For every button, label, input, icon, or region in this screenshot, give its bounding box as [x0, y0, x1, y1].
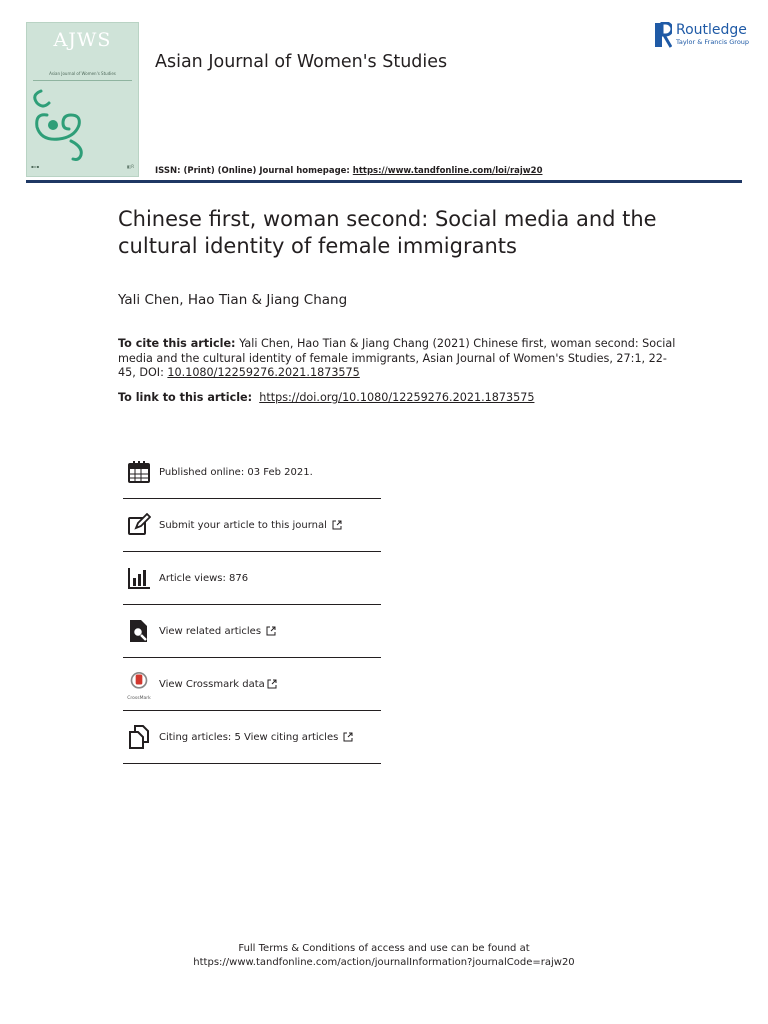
crossmark-badge [127, 672, 151, 701]
publisher-text [676, 22, 749, 46]
crossmark-link[interactable]: View Crossmark data [159, 678, 265, 690]
external-link-icon [267, 679, 277, 689]
terms-line: Full Terms & Conditions of access and use can be found at [238, 943, 530, 954]
crossmark-row[interactable] [123, 658, 381, 711]
cover-divider [33, 80, 132, 81]
views-row [123, 552, 381, 605]
cover-subtitle: Asian Journal of Women's Studies [49, 71, 116, 76]
published-row [123, 446, 381, 499]
crossmark-icon [127, 672, 151, 692]
citation [118, 337, 678, 381]
published-date: Published online: 03 Feb 2021. [159, 466, 313, 478]
journal-homepage-link[interactable]: https://www.tandfonline.com/loi/rajw20 [352, 166, 543, 176]
bar-chart-icon [127, 566, 151, 590]
citing-row[interactable] [123, 711, 381, 764]
article-info-list [123, 446, 381, 764]
submit-article-link[interactable]: Submit your article to this journal [159, 519, 327, 531]
cover-foot-logo-icon: ▮▯R [126, 164, 134, 169]
journal-title: Asian Journal of Women's Studies [155, 52, 448, 72]
article-link-line [118, 391, 534, 404]
copy-pages-icon [127, 725, 151, 749]
publisher-logo[interactable] [654, 22, 749, 48]
submit-row[interactable] [123, 499, 381, 552]
link-label: To link to this article: [118, 391, 253, 404]
external-link-icon [266, 626, 276, 636]
issn-line [155, 166, 542, 176]
article-title: Chinese first, woman second: Social media and the cultural identity of female immigrants [118, 207, 657, 258]
publisher-name: Routledge [676, 22, 747, 38]
issn-label: ISSN: (Print) (Online) Journal homepage: [155, 166, 350, 176]
terms-url[interactable]: https://www.tandfonline.com/action/journalInformation?journalCode=rajw20 [193, 957, 575, 968]
publisher-subtitle: Taylor & Francis Group [676, 38, 750, 46]
cite-text: Yali Chen, Hao Tian & Jiang Chang (2021) Chinese first, woman second: Social media and the cultural identity of female immigrants, Asian Journal of Women's Studies, 27:1, 22-45, DOI: [118, 337, 676, 379]
cover-spiral-icon [27, 83, 139, 163]
article-url-link[interactable]: https://doi.org/10.1080/12259276.2021.1873575 [259, 391, 535, 404]
article-authors[interactable]: Yali Chen, Hao Tian & Jiang Chang [118, 292, 348, 308]
cover-abbr: AJWS [53, 29, 112, 51]
external-link-icon [343, 732, 353, 742]
external-link-icon [332, 520, 342, 530]
header-rule [26, 180, 742, 183]
crossmark-caption: CrossMark [127, 696, 151, 701]
routledge-logo-icon [654, 22, 672, 48]
cite-label: To cite this article: [118, 337, 236, 350]
citing-articles-link[interactable]: Citing articles: 5 View citing articles [159, 731, 339, 743]
related-articles-link[interactable]: View related articles [159, 625, 262, 637]
cover-foot-mark: ▪▫▪ [31, 164, 40, 169]
doi-link[interactable]: 10.1080/12259276.2021.1873575 [167, 366, 360, 379]
related-row[interactable] [123, 605, 381, 658]
article-views: Article views: 876 [159, 572, 249, 584]
calendar-icon [127, 460, 151, 484]
document-search-icon [127, 619, 151, 643]
cover-footer [31, 162, 134, 171]
terms-footer [0, 942, 768, 970]
journal-cover [26, 22, 139, 177]
edit-icon [127, 513, 151, 537]
